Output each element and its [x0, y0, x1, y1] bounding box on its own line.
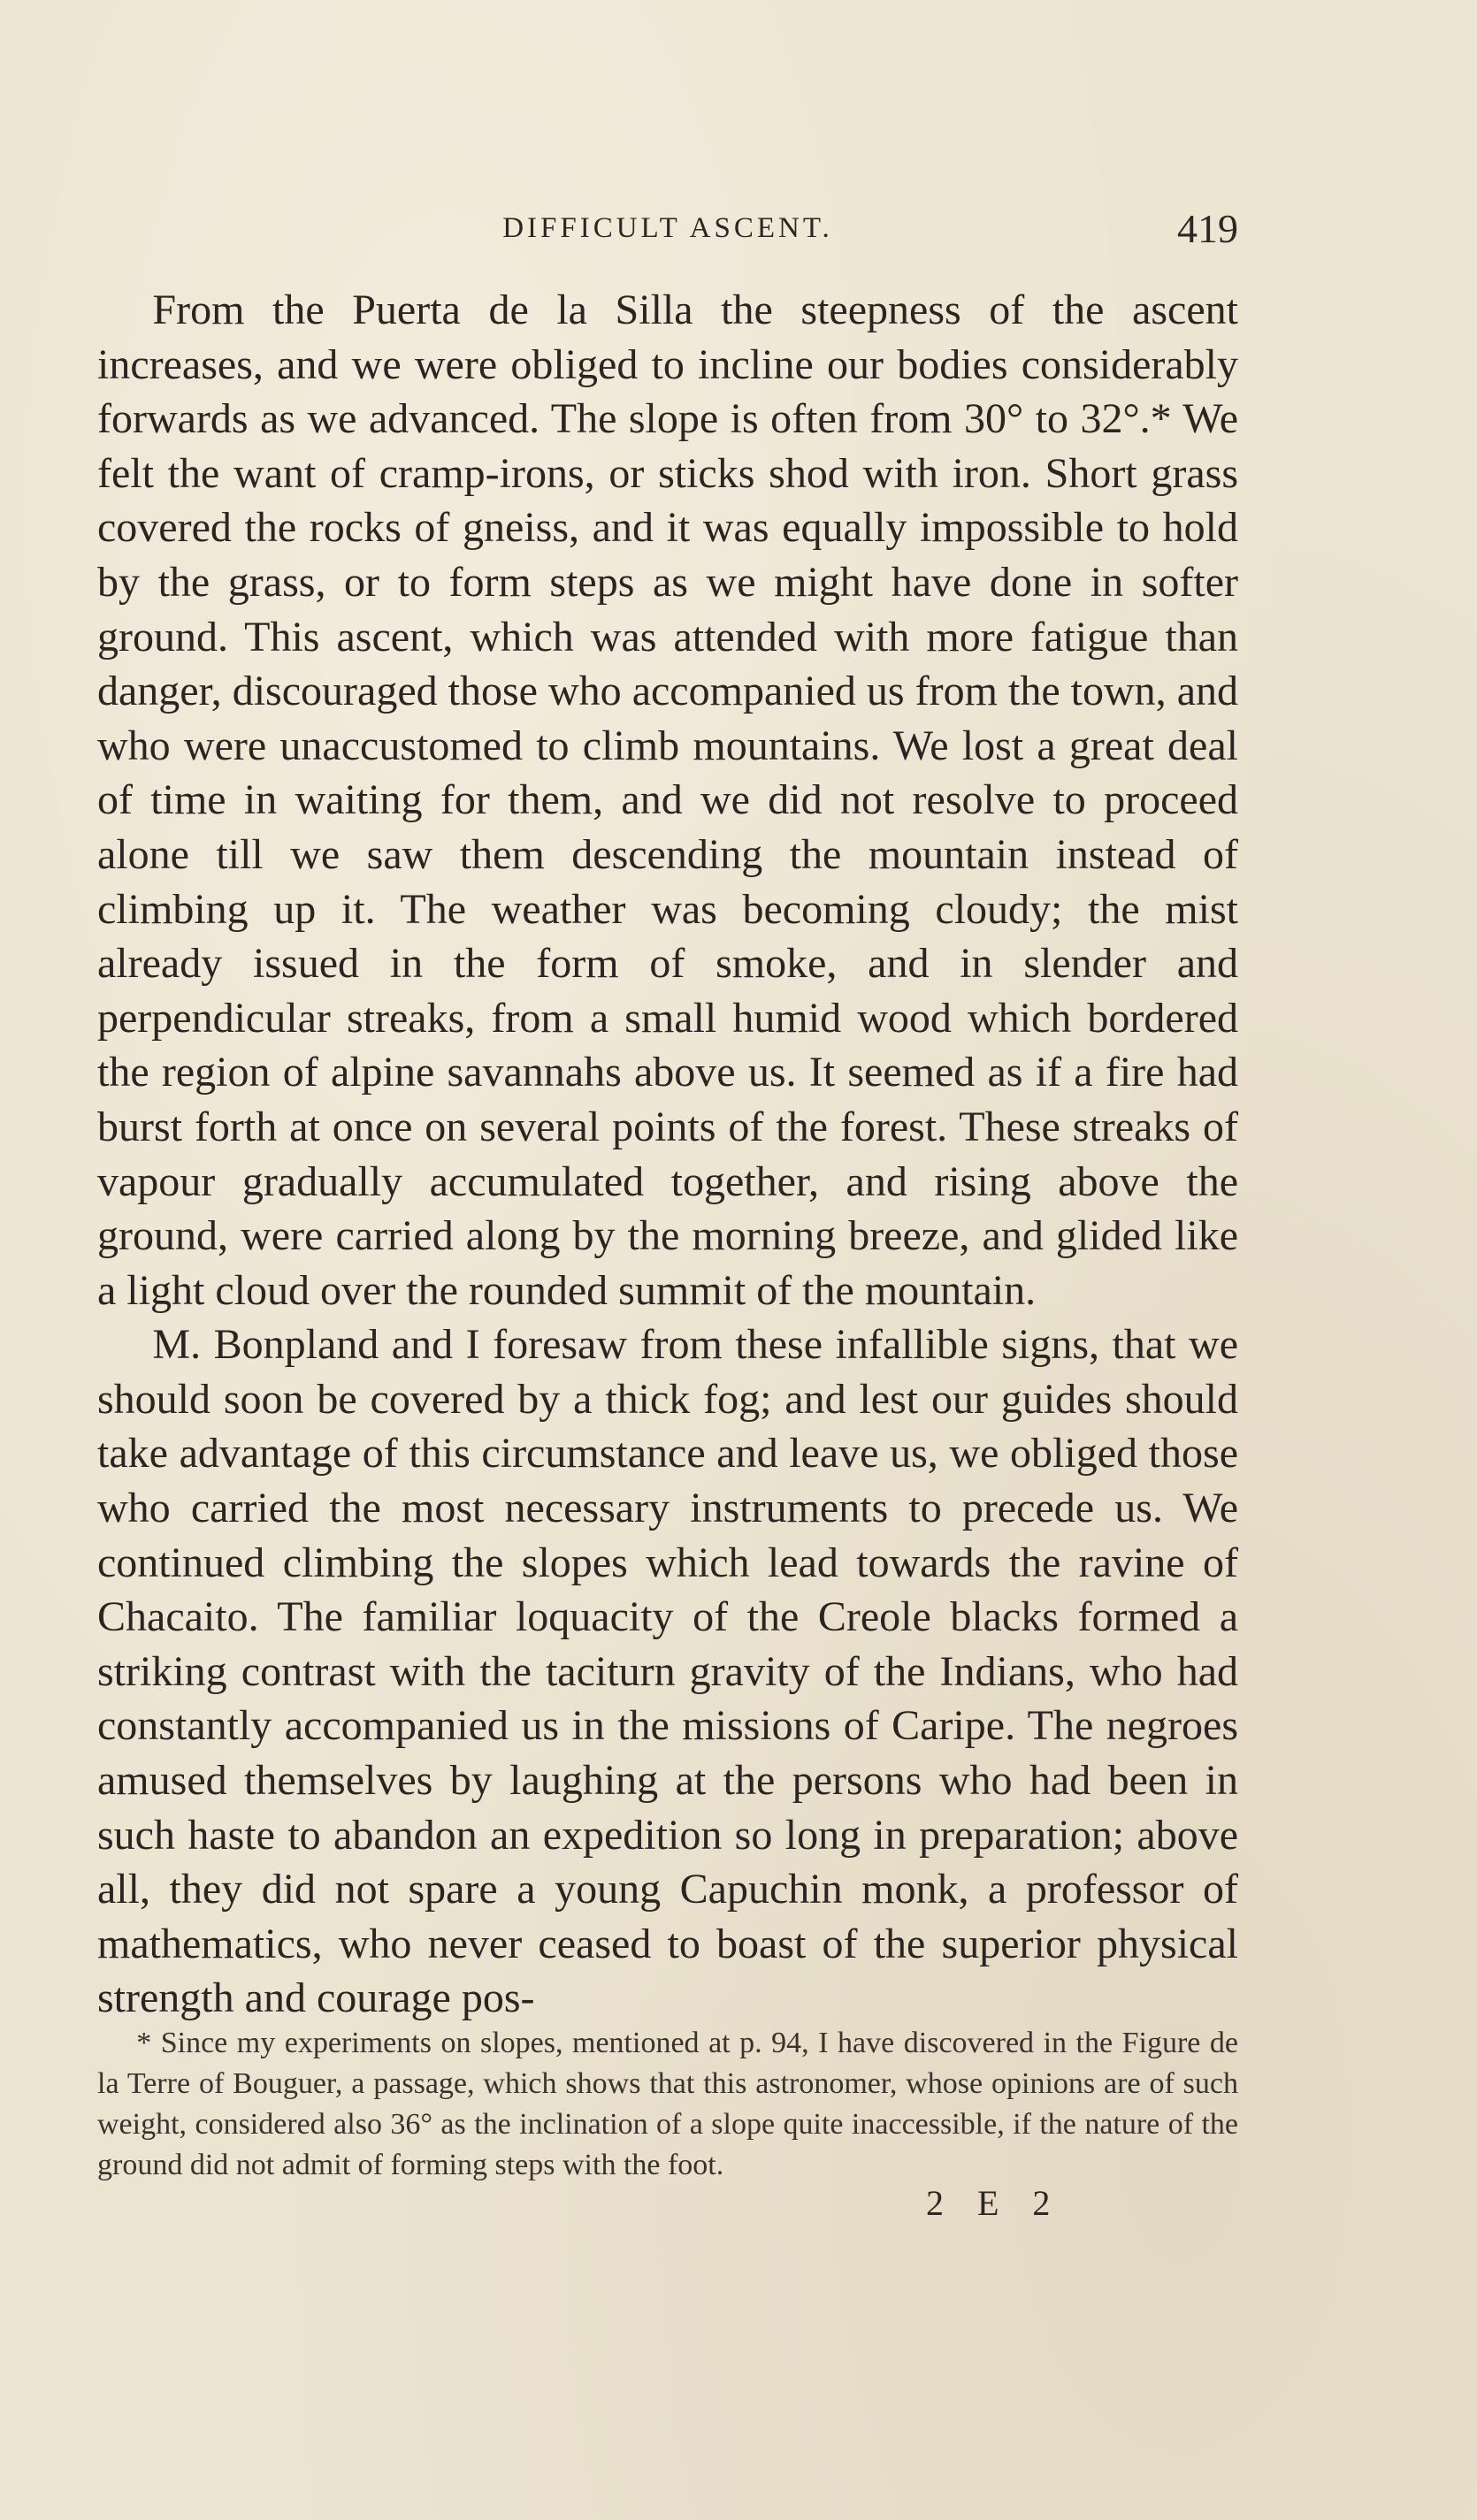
signature-mark: 2 E 2 — [926, 2183, 1063, 2223]
page-number: 419 — [1177, 206, 1238, 251]
page-header — [97, 206, 1238, 265]
footnote-text: * Since my experiments on slopes, mentioned at p. 94, I have discovered in the Figure de la Terre of Bouguer, a passage, which shows that this astronomer, whose opinions are of such weight, considered also 36° as the inclination of a slope quite inaccessible, if the nature of the ground did not admit of forming steps with the foot. — [97, 2027, 1238, 2181]
paragraph: M. Bonpland and I foresaw from these infallible signs, that we should soon be covered by a thick fog; and lest our guides should take advantage of this circumstance and leave us, we obliged those who carried the most necessary instruments to precede us. We continued climbing the slopes which lead towards the ravine of Chacaito. The familiar loquacity of the Creole blacks formed a striking contrast with the taciturn gravity of the Indians, who had constantly accompanied us in the missions of Caripe. The negroes amused themselves by laughing at the persons who had been in such haste to abandon an expedition so long in preparation; above all, they did not spare a young Capuchin monk, a professor of mathematics, who never ceased to boast of the superior physical strength and courage pos- — [97, 1321, 1238, 2022]
footnote — [97, 2023, 1238, 2186]
body-text — [97, 283, 1238, 2026]
running-title: DIFFICULT ASCENT. — [502, 212, 833, 244]
paragraph: From the Puerta de la Silla the steepness of the ascent increases, and we were obliged to incline our bodies considerably forwards as we advanced. The slope is often from 30° to 32°.* We felt the want of cramp-irons, or sticks shod with iron. Short grass covered the rocks of gneiss, and it was equally impossible to hold by the grass, or to form steps as we might have done in softer ground. This ascent, which was attended with more fatigue than danger, discouraged those who accompanied us from the town, and who were unaccustomed to climb mountains. We lost a great deal of time in waiting for them, and we did not resolve to proceed alone till we saw them descending the mountain instead of climbing up it. The weather was becoming cloudy; the mist already issued in the form of smoke, and in slender and perpendicular streaks, from a small humid wood which bordered the region of alpine savannahs above us. It seemed as if a fire had burst forth at once on several points of the forest. These streaks of vapour gradually accumulated together, and rising above the ground, were carried along by the morning breeze, and glided like a light cloud over the rounded summit of the mountain. — [97, 286, 1238, 1314]
